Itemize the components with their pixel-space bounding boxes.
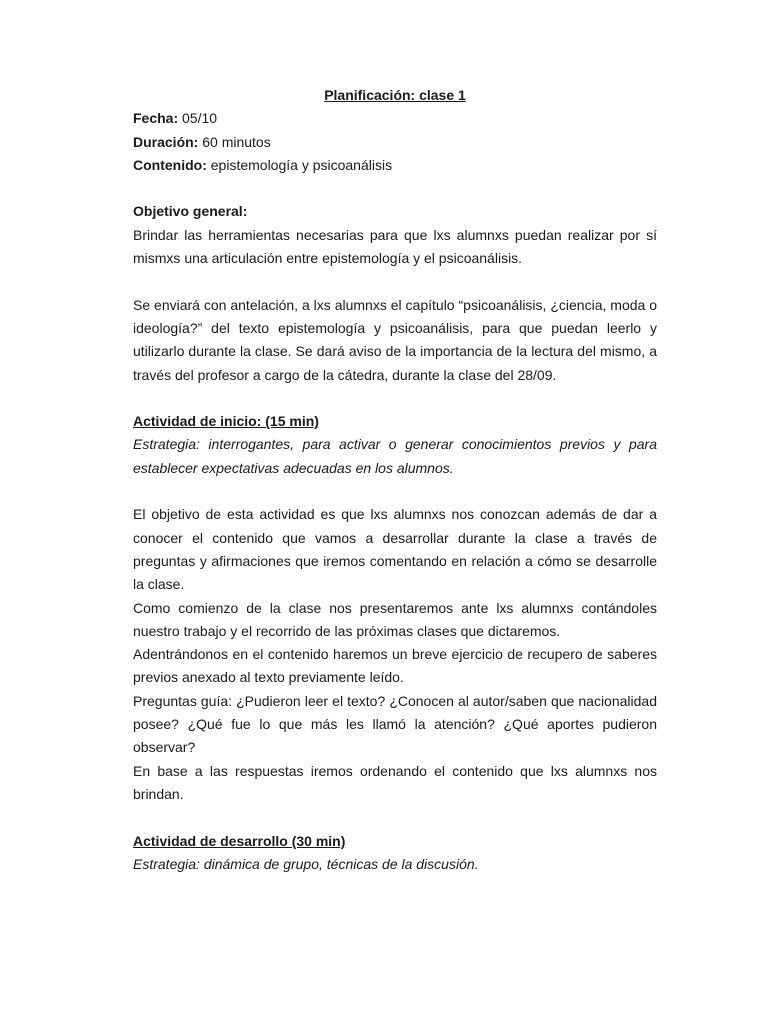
duracion-label: Duración: [133,133,199,150]
contenido-line [133,154,657,177]
document-title: Planificación: clase 1 [324,87,466,103]
document-page [133,84,657,876]
inicio-paragraph: Preguntas guía: ¿Pudieron leer el texto? ¿Conocen al autor/saben que nacionalidad posee? ¿Qué fue lo que más les llamó la atención? ¿Qué aportes pudieron observar? [133,692,657,756]
actividad-inicio-estrategia: Estrategia: interrogantes, para activar o generar conocimientos previos y para establecer expectativas adecuadas en los alumnos. [133,436,657,476]
spacer [133,177,657,200]
contenido-value: epistemología y psicoanálisis [206,156,393,173]
inicio-paragraph: En base a las respuestas iremos ordenando el contenido que lxs alumnxs nos brindan. [133,762,657,802]
fecha-label: Fecha: [133,110,179,127]
spacer [133,480,657,503]
actividad-desarrollo-heading: Actividad de desarrollo (30 min) [133,832,346,849]
duracion-value: 60 minutos [198,133,271,150]
spacer [133,806,657,829]
fecha-value: 05/10 [178,110,218,127]
inicio-paragraph: Como comienzo de la clase nos presentaremos ante lxs alumnxs contándoles nuestro trabajo y el recorrido de las próximas clases que dictaremos. [133,599,657,639]
objetivo-heading: Objetivo general: [133,203,248,220]
contenido-label: Contenido: [133,156,207,173]
spacer [133,387,657,410]
fecha-line [133,107,657,130]
objetivo-text: Brindar las herramientas necesarias para que lxs alumnxs puedan realizar por sí mismxs una articulación entre epistemología y el psicoanálisis. [133,226,657,267]
intro-paragraph: Se enviará con antelación, a lxs alumnxs el capítulo “psicoanálisis, ¿ciencia, moda o ideología?” del texto epistemología y psicoanálisis, para que puedan leerlo y utilizarlo durante la clase. Se dará aviso de la importancia de la lectura del mismo, a través del profesor a cargo de la cátedra, durante la clase del 28/09. [133,296,657,383]
actividad-inicio-heading: Actividad de inicio: (15 min) [133,413,319,430]
inicio-paragraph: Adentrándonos en el contenido haremos un breve ejercicio de recupero de saberes previos anexado al texto previamente leído. [133,646,657,686]
duracion-line [133,131,657,154]
inicio-paragraph: El objetivo de esta actividad es que lxs alumnxs nos conozcan además de dar a conocer el contenido que vamos a desarrollar durante la clase a través de preguntas y afirmaciones que iremos comentando en relación a cómo se desarrolle la clase. [133,506,657,593]
actividad-desarrollo-estrategia: Estrategia: dinámica de grupo, técnicas de la discusión. [133,855,479,872]
spacer [133,270,657,293]
